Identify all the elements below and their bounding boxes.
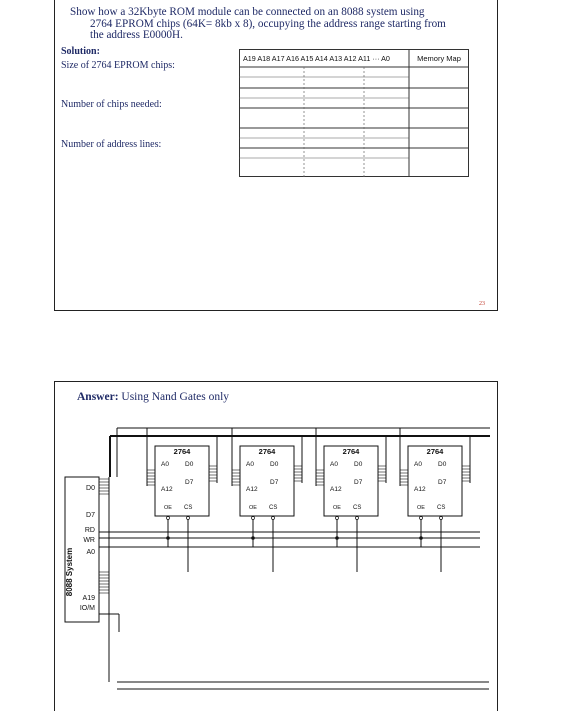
chip-pin-d7: D7 (270, 479, 279, 486)
system-pin-io-m: IO/M (79, 605, 95, 612)
system-pin-d0: D0 (86, 485, 95, 492)
chip-name: 2764 (173, 447, 191, 456)
oe-bubble (167, 517, 170, 520)
junction-dot (166, 536, 170, 540)
chip-pin-cs: CS (353, 505, 362, 511)
solution-label: Solution: (61, 46, 100, 57)
cs-bubble (272, 517, 275, 520)
chip-pin-oe: OE (249, 505, 257, 511)
page-number: 23 (479, 301, 485, 307)
chip-pin-d7: D7 (185, 479, 194, 486)
address-lines-label: Number of address lines: (61, 139, 162, 150)
junction-dot (335, 536, 339, 540)
system-pin-wr: WR (83, 537, 95, 544)
oe-bubble (336, 517, 339, 520)
chip-pin-a0: A0 (161, 461, 169, 468)
chips-needed-label: Number of chips needed: (61, 99, 162, 110)
system-pin-a0: A0 (86, 549, 95, 556)
system-title: 8088 System (65, 547, 74, 597)
chip-pin-oe: OE (333, 505, 341, 511)
system-pin-d7: D7 (86, 512, 95, 519)
system-pin-rd: RD (84, 527, 95, 534)
chip-pin-a12: A12 (330, 486, 342, 493)
chip-pin-a12: A12 (414, 486, 426, 493)
chip-pin-d0: D0 (185, 461, 194, 468)
junction-dot (419, 536, 423, 540)
circuit-diagram (55, 382, 499, 712)
chip-pin-cs: CS (437, 505, 446, 511)
chip-pin-d7: D7 (438, 479, 447, 486)
chip-name: 2764 (342, 447, 360, 456)
chip-pin-a0: A0 (330, 461, 338, 468)
chip-pin-d0: D0 (438, 461, 447, 468)
oe-bubble (252, 517, 255, 520)
chip-pin-a0: A0 (246, 461, 254, 468)
cs-bubble (440, 517, 443, 520)
chip-pin-cs: CS (184, 505, 193, 511)
junction-dot (251, 536, 255, 540)
chip-pin-oe: OE (417, 505, 425, 511)
question-line-2: 2764 EPROM chips (64K= 8kb x 8), occupying the address range starting from (90, 17, 446, 30)
question-text (70, 7, 490, 42)
chip-pin-a12: A12 (246, 486, 258, 493)
chip-name: 2764 (258, 447, 276, 456)
answer-label: Answer: (77, 391, 119, 403)
answer-text: Using Nand Gates only (121, 391, 230, 403)
memory-map-header: Memory Map (417, 54, 461, 63)
slide-question (54, 0, 498, 311)
cs-bubble (356, 517, 359, 520)
question-line-1: Show how a 32Kbyte ROM module can be connected on an 8088 system using (70, 6, 425, 18)
slide-answer (54, 381, 498, 711)
chip-pin-d7: D7 (354, 479, 363, 486)
chip-pin-d0: D0 (354, 461, 363, 468)
size-label: Size of 2764 EPROM chips: (61, 60, 175, 71)
memory-map-table (239, 49, 469, 177)
chip-pin-a0: A0 (414, 461, 422, 468)
cs-bubble (187, 517, 190, 520)
question-line-3: the address E0000H. (90, 29, 183, 41)
oe-bubble (420, 517, 423, 520)
chip-pin-oe: OE (164, 505, 172, 511)
system-pin-a19: A19 (82, 595, 95, 602)
chip-pin-a12: A12 (161, 486, 173, 493)
chip-pin-d0: D0 (270, 461, 279, 468)
chip-name: 2764 (426, 447, 444, 456)
chip-pin-cs: CS (269, 505, 278, 511)
address-header: A19 A18 A17 A16 A15 A14 A13 A12 A11 ··· A0 (243, 54, 390, 63)
